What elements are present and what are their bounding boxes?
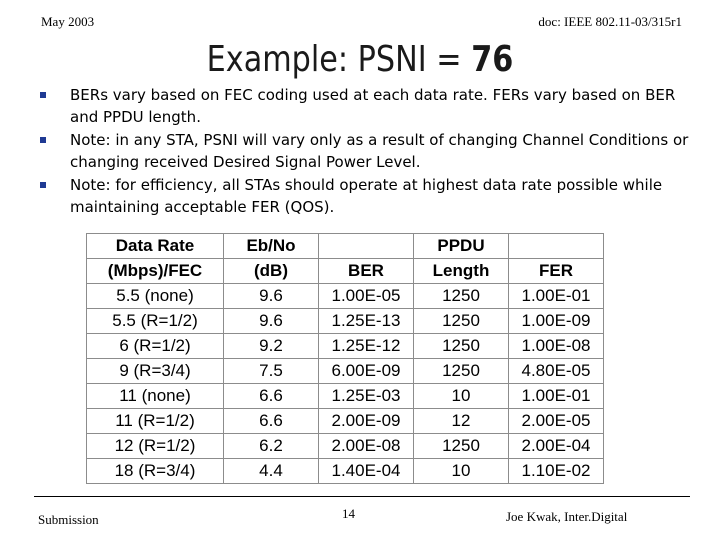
table-cell: 1250 — [414, 334, 509, 359]
square-bullet-icon — [40, 92, 46, 98]
page-number: 14 — [342, 506, 355, 521]
table-cell: 2.00E-05 — [509, 409, 604, 434]
bullet-text: BERs vary based on FEC coding used at each data rate. FERs vary based on BER and PPDU length. — [70, 86, 676, 126]
table-body — [87, 284, 604, 484]
table-row — [87, 459, 604, 484]
header-cell: Length — [414, 259, 509, 284]
table-cell: 9.6 — [224, 309, 319, 334]
table-cell: 2.00E-04 — [509, 434, 604, 459]
bullet-item — [40, 129, 690, 173]
table-cell: 6.6 — [224, 409, 319, 434]
table-cell: 2.00E-09 — [319, 409, 414, 434]
table-cell: 1250 — [414, 284, 509, 309]
table-row — [87, 284, 604, 309]
data-rate-table — [86, 233, 604, 484]
table-header-row — [87, 259, 604, 284]
table-cell: 5.5 (none) — [87, 284, 224, 309]
bullet-item — [40, 174, 690, 218]
table-cell: 4.4 — [224, 459, 319, 484]
table-cell: 6.6 — [224, 384, 319, 409]
table-cell: 9.6 — [224, 284, 319, 309]
table-cell: 7.5 — [224, 359, 319, 384]
table-row — [87, 409, 604, 434]
data-table-container — [86, 233, 604, 484]
table-row — [87, 384, 604, 409]
table-cell: 10 — [414, 384, 509, 409]
header-cell: Data Rate — [87, 234, 224, 259]
header-cell — [509, 234, 604, 259]
table-cell: 6 (R=1/2) — [87, 334, 224, 359]
table-cell: 9.2 — [224, 334, 319, 359]
footer-author: Joe Kwak, Inter.Digital — [506, 509, 628, 524]
header-cell — [319, 234, 414, 259]
table-cell: 1.25E-13 — [319, 309, 414, 334]
header-cell: (dB) — [224, 259, 319, 284]
header-doc-id: doc: IEEE 802.11-03/315r1 — [538, 14, 682, 29]
bullet-list — [40, 84, 690, 219]
table-row — [87, 434, 604, 459]
title-number: 76 — [471, 39, 514, 80]
header-cell: FER — [509, 259, 604, 284]
bullet-text: Note: in any STA, PSNI will vary only as a result of changing Channel Conditions or changing received Desired Signal Power Level. — [70, 131, 689, 171]
header-cell: Eb/No — [224, 234, 319, 259]
table-cell: 1.25E-12 — [319, 334, 414, 359]
table-row — [87, 309, 604, 334]
header-cell: (Mbps)/FEC — [87, 259, 224, 284]
table-cell: 1.00E-08 — [509, 334, 604, 359]
header-cell: BER — [319, 259, 414, 284]
table-cell: 6.2 — [224, 434, 319, 459]
header-cell: PPDU — [414, 234, 509, 259]
table-cell: 11 (R=1/2) — [87, 409, 224, 434]
table-cell: 18 (R=3/4) — [87, 459, 224, 484]
footer-divider — [34, 496, 690, 497]
table-cell: 6.00E-09 — [319, 359, 414, 384]
square-bullet-icon — [40, 137, 46, 143]
footer-submission: Submission — [38, 512, 99, 527]
table-cell: 1.10E-02 — [509, 459, 604, 484]
table-cell: 1.00E-05 — [319, 284, 414, 309]
table-cell: 1.40E-04 — [319, 459, 414, 484]
table-cell: 1250 — [414, 309, 509, 334]
table-cell: 1.00E-09 — [509, 309, 604, 334]
table-cell: 1250 — [414, 434, 509, 459]
table-cell: 4.80E-05 — [509, 359, 604, 384]
bullet-text: Note: for efficiency, all STAs should operate at highest data rate possible while maintaining acceptable FER (QOS). — [70, 176, 663, 216]
table-cell: 2.00E-08 — [319, 434, 414, 459]
table-cell: 12 — [414, 409, 509, 434]
table-cell: 9 (R=3/4) — [87, 359, 224, 384]
table-cell: 10 — [414, 459, 509, 484]
square-bullet-icon — [40, 182, 46, 188]
table-cell: 1.25E-03 — [319, 384, 414, 409]
table-header-row — [87, 234, 604, 259]
table-cell: 5.5 (R=1/2) — [87, 309, 224, 334]
table-row — [87, 334, 604, 359]
header-date: May 2003 — [41, 14, 95, 29]
table-cell: 11 (none) — [87, 384, 224, 409]
title-prefix: Example: PSNI = — [206, 39, 472, 80]
table-cell: 12 (R=1/2) — [87, 434, 224, 459]
table-cell: 1.00E-01 — [509, 284, 604, 309]
table-cell: 1250 — [414, 359, 509, 384]
table-cell: 1.00E-01 — [509, 384, 604, 409]
bullet-item — [40, 84, 690, 128]
slide-title — [58, 38, 663, 82]
table-row — [87, 359, 604, 384]
